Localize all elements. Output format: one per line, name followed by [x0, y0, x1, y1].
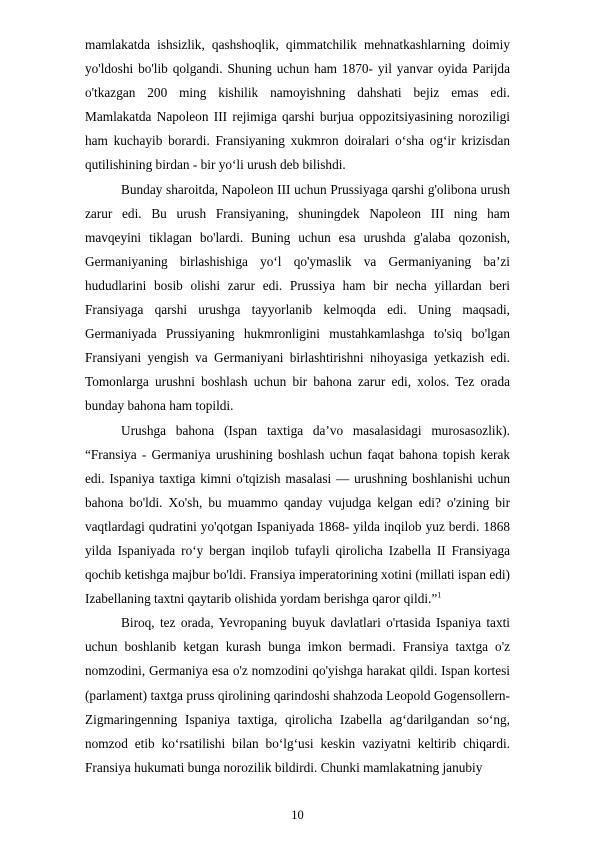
document-body — [85, 33, 510, 780]
paragraph-2 — [85, 178, 510, 419]
page-number: 10 — [291, 808, 304, 822]
paragraph-4 — [85, 611, 510, 780]
paragraph-3-text: Urushga bahona (Ispan taxtiga da’vo masalasidagi murosasozlik). “Fransiya - Germaniya urushining boshlash uchun faqat bahona topish kerak edi. Ispaniya taxtiga kimni o'tqizish masalasi — urushning boshlanishi uchun bahona bo'ldi. Xo'sh, bu muammo qanday vujudga kelgan edi? o'zining bir vaqtlardagi qudratini yo'qotgan Ispaniyada 1868- yilda inqilob yuz berdi. 1868 yilda Ispaniyada ro‘y bergan inqilob tufayli qirolicha Izabella II Fransiyaga qochib ketishga majbur bo'ldi. Fransiya imperatorining xotini (millati ispan edi) Izabellaning taxtni qaytarib olishida yordam berishga qaror qildi.” — [85, 422, 510, 607]
paragraph-1 — [85, 33, 510, 178]
paragraph-3 — [85, 419, 510, 612]
paragraph-1-text: mamlakatda ishsizlik, qashshoqlik, qimmatchilik mehnatkashlarning doimiy yo'ldoshi bo'lib qolgandi. Shuning uchun ham 1870- yil yanvar oyida Parijda o'tkazgan 200 ming kishilik namoyishning dahshati bejiz emas edi. Mamlakatda Napoleon III rejimiga qarshi burjua oppozitsiyasining noroziligi ham kuchayib borardi. Fransiyaning xukmron doiralari o‘sha og‘ir krizisdan qutilishining birdan - bir yo‘li urush deb bilishdi. — [85, 37, 510, 173]
paragraph-2-text: Bunday sharoitda, Napoleon III uchun Prussiyaga qarshi g'olibona urush zarur edi. Bu urush Fransiyaning, shuningdek Napoleon III ning ham mavqeyini tiklagan bo'lardi. Buning uchun esa urushda g'alaba qozonish, Germaniyaning birlashishiga yo‘l qo'ymaslik va Germaniyaning ba’zi hududlarini bosib olishi zarur edi. Prussiya ham bir necha yillardan beri Fransiyaga qarshi urushga tayyorlanib kelmoqda edi. Uning maqsadi, Germaniyada Prussiyaning hukmronligini mustahkamlashga to'siq bo'lgan Fransiyani yengish va Germaniyani birlashtirishni nihoyasiga yetkazish edi. Tomonlarga urushni boshlash uchun bir bahona zarur edi, xolos. Tez orada bunday bahona ham topildi. — [85, 181, 510, 414]
paragraph-4-text: Biroq, tez orada, Yevropaning buyuk davlatlari o'rtasida Ispaniya taxti uchun boshlanib ketgan kurash bunga imkon bermadi. Fransiya taxtga o'z nomzodini, Germaniya esa o'z nomzodini qo'yishga harakat qildi. Ispan kortesi (parlament) taxtga pruss qirolining qarindoshi shahzoda Leopold Gogensollern-Zigmaringenning Ispaniya taxtiga, qirolicha Izabella ag‘darilgandan so‘ng, nomzod etib ko‘rsatilishi bilan bo‘lg‘usi keskin vaziyatni keltirib chiqardi. Fransiya hukumati bunga norozilik bildirdi. Chunki mamlakatning janubiy — [85, 615, 510, 775]
footnote-reference[interactable]: 1 — [437, 590, 442, 600]
